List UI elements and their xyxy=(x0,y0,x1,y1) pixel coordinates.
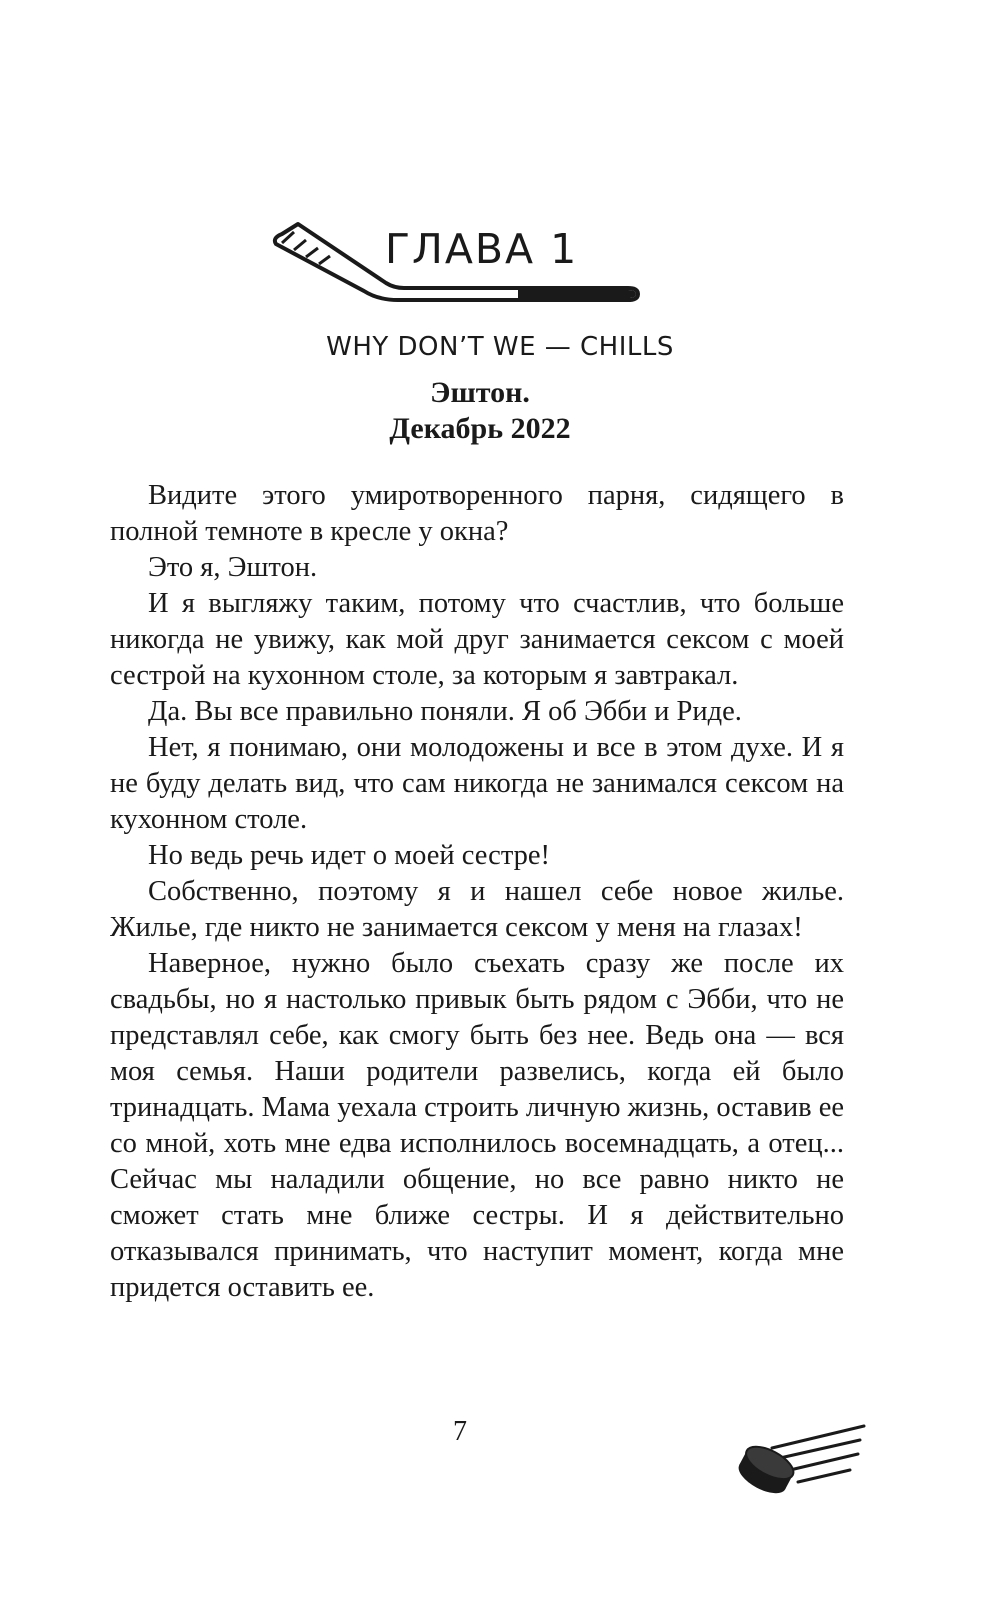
paragraph: Собственно, поэтому я и нашел себе новое жилье. Жилье, где никто не занимается сексом у меня на глазах! xyxy=(110,876,844,943)
paragraph: Видите этого умиротворенного парня, сидящего в полной темноте в кресле у окна? xyxy=(110,480,844,547)
paragraph: Но ведь речь идет о моей сестре! xyxy=(148,840,551,871)
paragraph: И я выгляжу таким, потому что счастлив, что больше никогда не увижу, как мой друг занимается сексом с моей сестрой на кухонном столе, за которым я завтракал. xyxy=(110,588,844,691)
chapter-title: ГЛАВА 1 xyxy=(385,225,579,273)
paragraph: Наверное, нужно было съехать сразу же после их свадьбы, но я настолько привык быть рядом с Эбби, что не представлял себе, как смогу быть без нее. Ведь она — вся моя семья. Наши родители развелись, когда ей было тринадцать. Мама уехала строить личную жизнь, оставив ее со мной, хоть мне едва исполнилось восемнадцать, а отец... Сейчас мы наладили общение, но все равно никто не сможет стать мне ближе сестры. И я действительно отказывался принимать, что наступит момент, когда мне придется оставить ее. xyxy=(110,948,844,1303)
paragraph: Да. Вы все правильно поняли. Я об Эбби и Риде. xyxy=(148,696,742,727)
chapter-song: WHY DON’T WE — CHILLS xyxy=(326,332,674,362)
paragraph: Это я, Эштон. xyxy=(148,552,318,583)
chapter-date: Декабрь 2022 xyxy=(389,412,571,445)
page-number: 7 xyxy=(453,1416,467,1447)
paragraph: Нет, я понимаю, они молодожены и все в этом духе. И я не буду делать вид, что сам никогда не занимался сексом на кухонном столе. xyxy=(110,732,844,835)
hockey-puck-icon xyxy=(732,1420,872,1500)
chapter-body xyxy=(110,478,844,1306)
chapter-narrator: Эштон. xyxy=(430,376,530,409)
